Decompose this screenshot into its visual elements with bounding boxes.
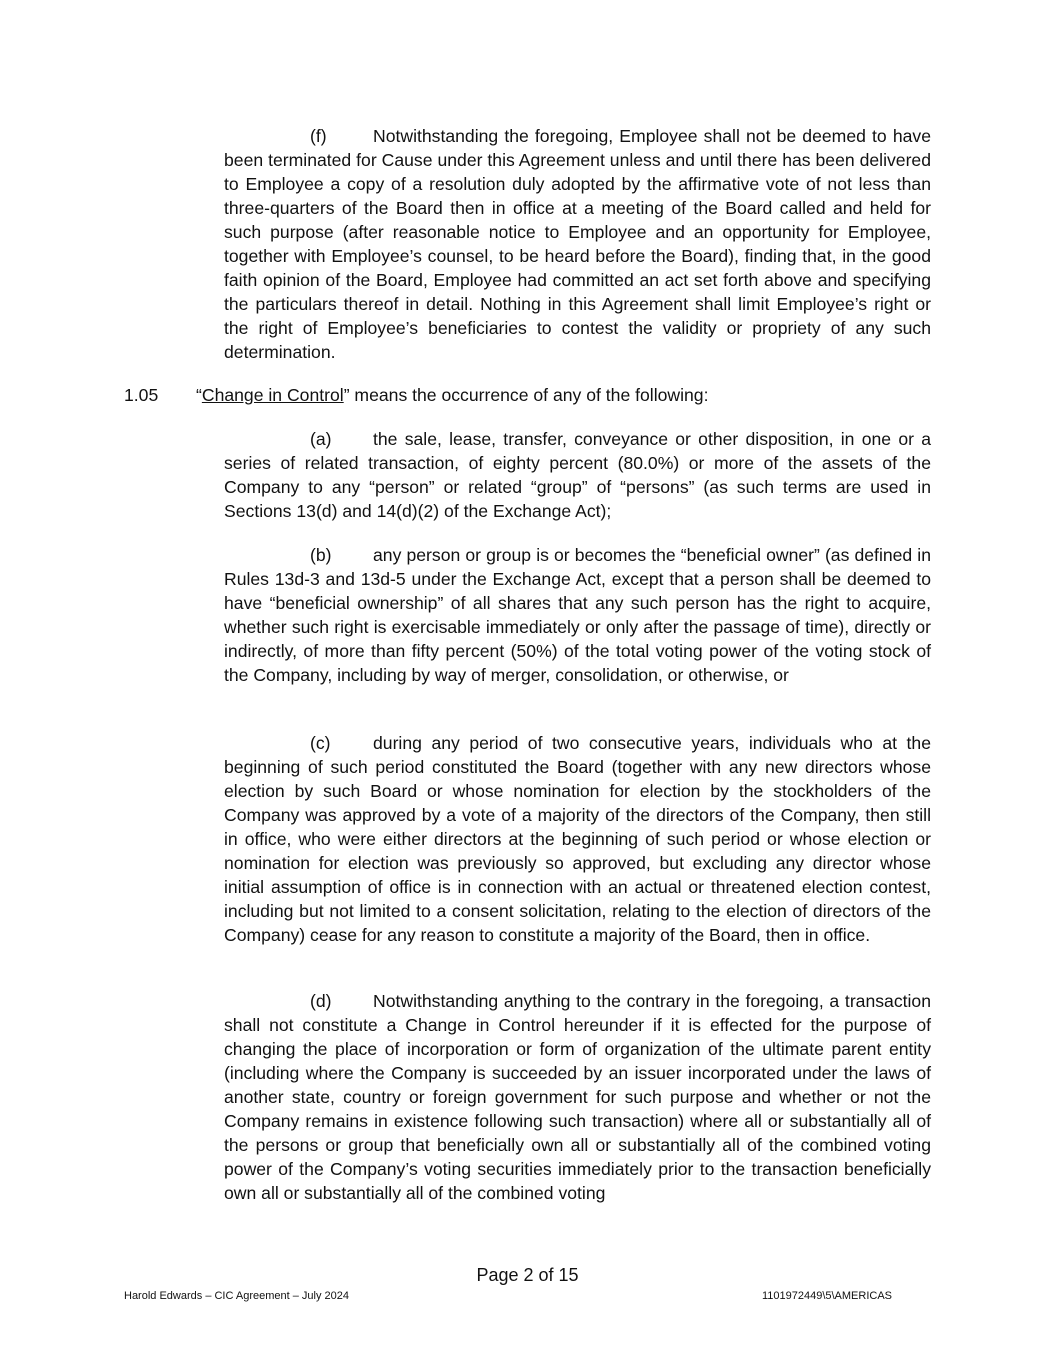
paragraph-c-text: during any period of two consecutive years, individuals who at the beginning of such period constituted the Board (together with any new directors whose election by such Board or whose nomination for election by the stockholders of the Company was approved by a vote of a majority of the directors of the Company, then still in office, who were either directors at the beginning of such period or whose election or nomination for election was previously so approved, but excluding any director whose initial assumption of office is in connection with an actual or threatened election contest, including but not limited to a consent solicitation, relating to the election of directors of the Company) cease for any reason to constitute a majority of the Board, then in office. [224, 733, 931, 945]
section-text: means the occurrence of any of the following: [349, 385, 709, 405]
paragraph-d-text: Notwithstanding anything to the contrary in the foregoing, a transaction shall not constitute a Change in Control hereunder if it is effected for the purpose of changing the place of incorporation or form of organization of the ultimate parent entity (including where the Company is succeeded by an issuer incorporated under the laws of another state, country or foreign government for such purpose and whether or not the Company remains in existence following such transaction) where all or substantially all of the persons or group that beneficially own all or substantially all of the combined voting power of the Company’s voting securities immediately prior to the transaction beneficially own all or substantially all of the combined voting [224, 991, 931, 1203]
paragraph-b [224, 543, 931, 687]
paragraph-b-label: (b) [310, 545, 332, 565]
paragraph-f-text: Notwithstanding the foregoing, Employee shall not be deemed to have been terminated for Cause under this Agreement unless and until there has been delivered to Employee a copy of a resolution duly adopted by the affirmative vote of not less than three-quarters of the Board then in office at a meeting of the Board called and held for such purpose (after reasonable notice to Employee and an opportunity for Employee, together with Employee’s counsel, to be heard before the Board), finding that, in the good faith opinion of the Board, Employee had committed an act set forth above and specifying the particulars thereof in detail. Nothing in this Agreement shall limit Employee’s right or the right of Employee’s beneficiaries to contest the validity or propriety of any such determination. [224, 126, 931, 362]
paragraph-c [224, 731, 931, 947]
defined-term: Change in Control [201, 385, 344, 405]
page-number: Page 2 of 15 [476, 1265, 579, 1285]
section-number: 1.05 [124, 385, 159, 405]
section-1-05-heading [124, 383, 708, 407]
paragraph-a-text: the sale, lease, transfer, conveyance or other disposition, in one or a series of related transaction, of eighty percent (80.0%) or more of the assets of the Company to any “person” or related “group” of “persons” (as such terms are used in Sections 13(d) and 14(d)(2) of the Exchange Act); [224, 429, 931, 521]
quote-open: “ [196, 385, 202, 405]
paragraph-f [224, 124, 931, 364]
paragraph-d-label: (d) [310, 991, 332, 1011]
paragraph-a-label: (a) [310, 429, 332, 449]
quote-close: ” [343, 385, 350, 405]
paragraph-b-text: any person or group is or becomes the “beneficial owner” (as defined in Rules 13d-3 and 13d-5 under the Exchange Act, except that a person shall be deemed to have “beneficial ownership” of all shares that any such person has the right to acquire, whether such right is exercisable immediately or only after the passage of time), directly or indirectly, of more than fifty percent (50%) of the total voting power of the voting stock of the Company, including by way of merger, consolidation, or otherwise, or [224, 545, 931, 685]
paragraph-d [224, 989, 931, 1205]
footer-document-id: 1101972449\5\AMERICAS [761, 1290, 892, 1302]
paragraph-a [224, 427, 931, 523]
paragraph-f-label: (f) [310, 126, 327, 146]
footer-document-title: Harold Edwards – CIC Agreement – July 2024 [124, 1290, 350, 1302]
paragraph-c-label: (c) [310, 733, 331, 753]
